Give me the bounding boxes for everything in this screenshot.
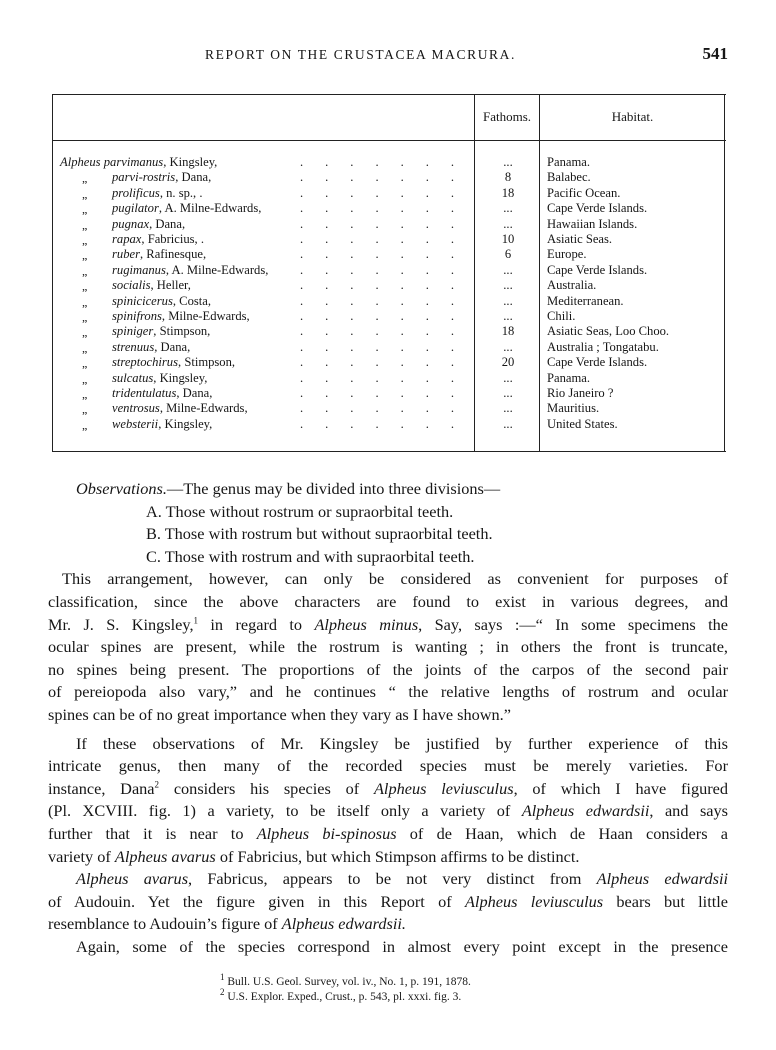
text-run: of Audouin. Yet the figure given in this Report of [48, 891, 465, 911]
fathoms-cell: ... [503, 293, 513, 308]
habitat-cell: Asiatic Seas. [547, 232, 613, 246]
dot-leader: ....... [300, 170, 477, 185]
species-name: pugnax [112, 216, 150, 231]
ditto-mark: „ [82, 402, 88, 417]
ditto-mark: „ [82, 202, 88, 217]
species-table [52, 94, 726, 452]
species-author: , Stimpson, [178, 355, 236, 370]
text-run: , Say, says :—“ In some specimens the [418, 614, 729, 634]
species-author: , Milne-Edwards, [161, 309, 250, 323]
fathoms-cell: ... [503, 201, 513, 216]
dot-leader: ....... [300, 293, 477, 308]
dot-leader: ....... [300, 232, 477, 246]
species-name: ventrosus [112, 401, 160, 416]
species-author: , A. Milne-Edwards, [165, 262, 269, 277]
text-run: in regard to [198, 614, 315, 634]
species-name: spiniger [112, 324, 154, 339]
ditto-mark: „ [82, 217, 88, 232]
species-name: rugimanus [112, 262, 166, 277]
fathoms-cell: 8 [504, 170, 512, 185]
species-cell [112, 386, 212, 401]
ditto-mark: „ [82, 371, 88, 386]
habitat-cell: Europe. [547, 247, 587, 262]
species-name: parvimanus [103, 155, 164, 169]
species-name: spinicicerus [112, 293, 173, 308]
table-row [52, 355, 722, 370]
text-run: (Pl. XCVIII. fig. 1) a variety, to be itself only a variety of [48, 801, 522, 821]
species-cell [112, 401, 248, 416]
ditto-mark: „ [82, 340, 88, 355]
fathoms-cell: 10 [501, 232, 515, 246]
dot-leader: ....... [300, 355, 477, 370]
text-line: ocular spines are present, while the rostrum is wanting ; in others the front is truncate, [48, 637, 728, 657]
ditto-mark: „ [82, 310, 88, 324]
species-author: , n. sp., . [159, 185, 203, 200]
text-line: spines can be of no great importance when they vary as I have shown.” [48, 704, 511, 724]
species-cell [112, 217, 185, 232]
fathoms-cell: ... [503, 416, 513, 431]
species-name: spinifrons [112, 309, 162, 323]
species-name: Alpheus edwardsii [521, 801, 650, 821]
fathoms-cell: 20 [501, 355, 515, 370]
text-line [48, 800, 728, 823]
table-row [52, 217, 722, 232]
fathoms-cell: ... [503, 339, 513, 354]
table-row [52, 278, 722, 293]
table-row [52, 232, 722, 247]
dot-leader: ....... [300, 416, 477, 431]
observations-heading: Observations. [76, 479, 167, 498]
text-line: intricate genus, then many of the recorded species must be merely varieties. For [48, 756, 728, 776]
text-run: of de Haan, which de Haan considers a [396, 823, 728, 843]
text-run: Mr. J. S. Kingsley, [48, 614, 194, 634]
text-run: of Fabricius, but which Stimpson affirms to be distinct. [215, 846, 580, 866]
division-b: B. Those with rostrum but without supraorbital teeth. [146, 524, 493, 544]
table-row [52, 201, 722, 216]
species-cell [112, 324, 210, 339]
species-author: , Kingsley, [158, 416, 213, 431]
text-run: —The genus may be divided into three divisions— [166, 479, 501, 498]
division-a: A. Those without rostrum or supraorbital teeth. [146, 501, 454, 521]
dot-leader: ....... [300, 386, 477, 400]
habitat-cell: Cape Verde Islands. [547, 355, 648, 370]
dot-leader: ....... [300, 309, 477, 323]
species-author: , Costa, [172, 293, 212, 308]
species-name: Alpheus leviusculus [464, 891, 604, 911]
habitat-cell: Mediterranean. [547, 293, 624, 308]
footnote-mark: 1 [220, 972, 225, 983]
text-run: instance, Dana [48, 778, 155, 798]
footnote-2 [220, 987, 462, 1005]
text-run: further that it is near to [48, 823, 257, 843]
column-header-fathoms: Fathoms. [482, 109, 532, 124]
habitat-cell: Asiatic Seas, Loo Choo. [547, 324, 670, 339]
habitat-cell: Cape Verde Islands. [547, 262, 648, 277]
footnote-mark: 2 [220, 987, 225, 998]
page-number: 541 [702, 44, 728, 63]
text-line: This arrangement, however, can only be considered as convenient for purposes of [62, 569, 728, 589]
genus-name: Alpheus [60, 155, 101, 169]
habitat-cell: Pacific Ocean. [547, 185, 621, 200]
table-row [52, 324, 722, 339]
text-line [48, 868, 728, 891]
fathoms-cell: 18 [501, 324, 515, 339]
table-row [52, 294, 722, 309]
text-line: classification, since the above characters are found to exist in various degrees, and [48, 591, 728, 611]
fathoms-cell: ... [503, 370, 513, 385]
table-row [52, 340, 722, 355]
table-row [52, 155, 722, 170]
text-run: , and says [649, 801, 728, 821]
dot-leader: ....... [300, 247, 477, 262]
fathoms-cell: 18 [501, 185, 515, 200]
fathoms-cell: ... [503, 155, 513, 169]
species-name: streptochirus [112, 355, 179, 370]
table-header-rule [52, 140, 726, 141]
dot-leader: ....... [300, 339, 477, 354]
species-author: , Rafinesque, [140, 247, 207, 262]
ditto-mark: „ [82, 294, 88, 309]
species-author: , Milne-Edwards, [159, 401, 248, 416]
running-title: REPORT ON THE CRUSTACEA MACRURA. [205, 47, 516, 62]
table-row [52, 170, 722, 185]
footnote-ref: 2 [154, 779, 160, 790]
table-row [52, 417, 722, 432]
species-author: , Kingsley, [153, 370, 208, 385]
species-cell [112, 186, 203, 201]
table-row [52, 263, 722, 278]
ditto-mark: „ [82, 356, 88, 371]
species-name: sulcatus [112, 370, 154, 385]
habitat-cell: Chili. [547, 309, 576, 323]
species-author: , Stimpson, [153, 324, 211, 339]
ditto-mark: „ [82, 171, 88, 186]
ditto-mark: „ [82, 387, 88, 401]
species-name: strenuus [112, 339, 155, 354]
footnote-ref: 1 [193, 615, 199, 626]
species-author: , Heller, [150, 278, 191, 293]
text-run: considers his species of [159, 778, 374, 798]
species-author: , Dana, [176, 386, 213, 400]
text-line: of pereiopoda also vary,” and he continues “ the relative lengths of rostrum and ocular [48, 682, 728, 702]
text-line [48, 846, 728, 869]
text-line [48, 891, 728, 914]
habitat-cell: Cape Verde Islands. [547, 201, 648, 216]
species-cell [112, 294, 211, 309]
species-cell [60, 155, 217, 170]
species-author: , Kingsley, [163, 155, 218, 169]
footnote-text: U.S. Explor. Exped., Crust., p. 543, pl. xxxi. fig. 3. [224, 991, 462, 1003]
species-cell [112, 371, 207, 386]
fathoms-cell: ... [503, 216, 513, 231]
footnote-1 [220, 972, 471, 990]
habitat-cell: Panama. [547, 370, 591, 385]
species-cell [112, 309, 250, 324]
ditto-mark: „ [82, 233, 88, 247]
text-line: Again, some of the species correspond in almost every point except in the presence [76, 936, 728, 956]
dot-leader: ....... [300, 201, 477, 216]
species-cell [112, 170, 211, 185]
text-line: no spines being present. The proportions of the joints of the carpos of the second pair [48, 659, 728, 679]
ditto-mark: „ [82, 248, 88, 263]
habitat-cell: Rio Janeiro ? [547, 386, 614, 400]
species-cell [112, 232, 204, 247]
species-name: Alpheus edwardsii [596, 869, 729, 889]
text-run: variety of [48, 846, 115, 866]
habitat-cell: Panama. [547, 155, 591, 169]
observations-paragraph [48, 478, 728, 958]
species-cell [112, 340, 190, 355]
species-name: ruber [112, 247, 140, 262]
text-run: bears but little [603, 891, 728, 911]
table-row [52, 186, 722, 201]
species-name: Alpheus avarus [76, 869, 189, 889]
species-name: Alpheus avarus [114, 846, 216, 866]
dot-leader: ....... [300, 370, 477, 385]
table-row [52, 247, 722, 262]
habitat-cell: Balabec. [547, 170, 591, 185]
species-cell [112, 417, 212, 432]
fathoms-cell: ... [503, 401, 513, 416]
text-line [48, 614, 728, 637]
species-name: Alpheus leviusculus [373, 778, 514, 798]
habitat-cell: Australia. [547, 278, 597, 293]
ditto-mark: „ [82, 263, 88, 278]
species-name: parvi-rostris [112, 170, 176, 185]
species-name: rapax [112, 232, 142, 246]
species-name: tridentulatus [112, 386, 177, 400]
species-name: prolificus [112, 185, 160, 200]
ditto-mark: „ [82, 186, 88, 201]
text-line [48, 913, 728, 936]
dot-leader: ....... [300, 185, 477, 200]
species-name: Alpheus edwardsii. [281, 914, 406, 934]
table-row [52, 401, 722, 416]
text-run: , Fabricus, appears to be not very distinct from [188, 869, 597, 889]
dot-leader: ....... [300, 155, 477, 169]
fathoms-cell: ... [503, 386, 513, 400]
text-line [48, 778, 728, 801]
page-header [0, 44, 776, 71]
ditto-mark: „ [82, 279, 88, 294]
column-header-habitat: Habitat. [611, 109, 654, 124]
species-cell [112, 201, 261, 216]
habitat-cell: Mauritius. [547, 401, 600, 416]
dot-leader: ....... [300, 401, 477, 416]
species-author: , A. Milne-Edwards, [158, 201, 262, 216]
species-name: websterii [112, 416, 159, 431]
text-line [48, 823, 728, 846]
species-cell [112, 263, 268, 278]
footnote-text: Bull. U.S. Geol. Survey, vol. iv., No. 1, p. 191, 1878. [224, 976, 471, 988]
species-name: pugilator [112, 201, 159, 216]
habitat-cell: United States. [547, 416, 618, 431]
species-cell [112, 278, 191, 293]
species-author: , Dana, [154, 339, 191, 354]
dot-leader: ....... [300, 278, 477, 293]
dot-leader: ....... [300, 324, 477, 339]
habitat-cell: Hawaiian Islands. [547, 216, 638, 231]
text-line: If these observations of Mr. Kingsley be justified by further experience of this [76, 733, 728, 753]
species-name: Alpheus minus [314, 614, 419, 634]
fathoms-cell: ... [503, 309, 513, 323]
table-right-rule [724, 95, 725, 451]
dot-leader: ....... [300, 262, 477, 277]
species-name: Alpheus bi-spinosus [256, 823, 397, 843]
fathoms-cell: ... [503, 278, 513, 293]
species-cell [112, 247, 206, 262]
table-row [52, 386, 722, 401]
fathoms-cell: 6 [504, 247, 512, 262]
habitat-cell: Australia ; Tongatabu. [547, 339, 659, 354]
species-author: , Dana, [149, 216, 186, 231]
fathoms-cell: ... [503, 262, 513, 277]
text-run: resemblance to Audouin’s figure of [48, 914, 282, 934]
table-row [52, 371, 722, 386]
text-run: , of which I have figured [513, 778, 729, 798]
species-cell [112, 355, 235, 370]
dot-leader: ....... [300, 216, 477, 231]
ditto-mark: „ [82, 417, 88, 432]
ditto-mark: „ [82, 325, 88, 340]
species-name: socialis [112, 278, 151, 293]
species-author: , Fabricius, . [141, 232, 205, 246]
table-row [52, 309, 722, 324]
division-c: C. Those with rostrum and with supraorbital teeth. [146, 546, 475, 566]
species-author: , Dana, [175, 170, 212, 185]
